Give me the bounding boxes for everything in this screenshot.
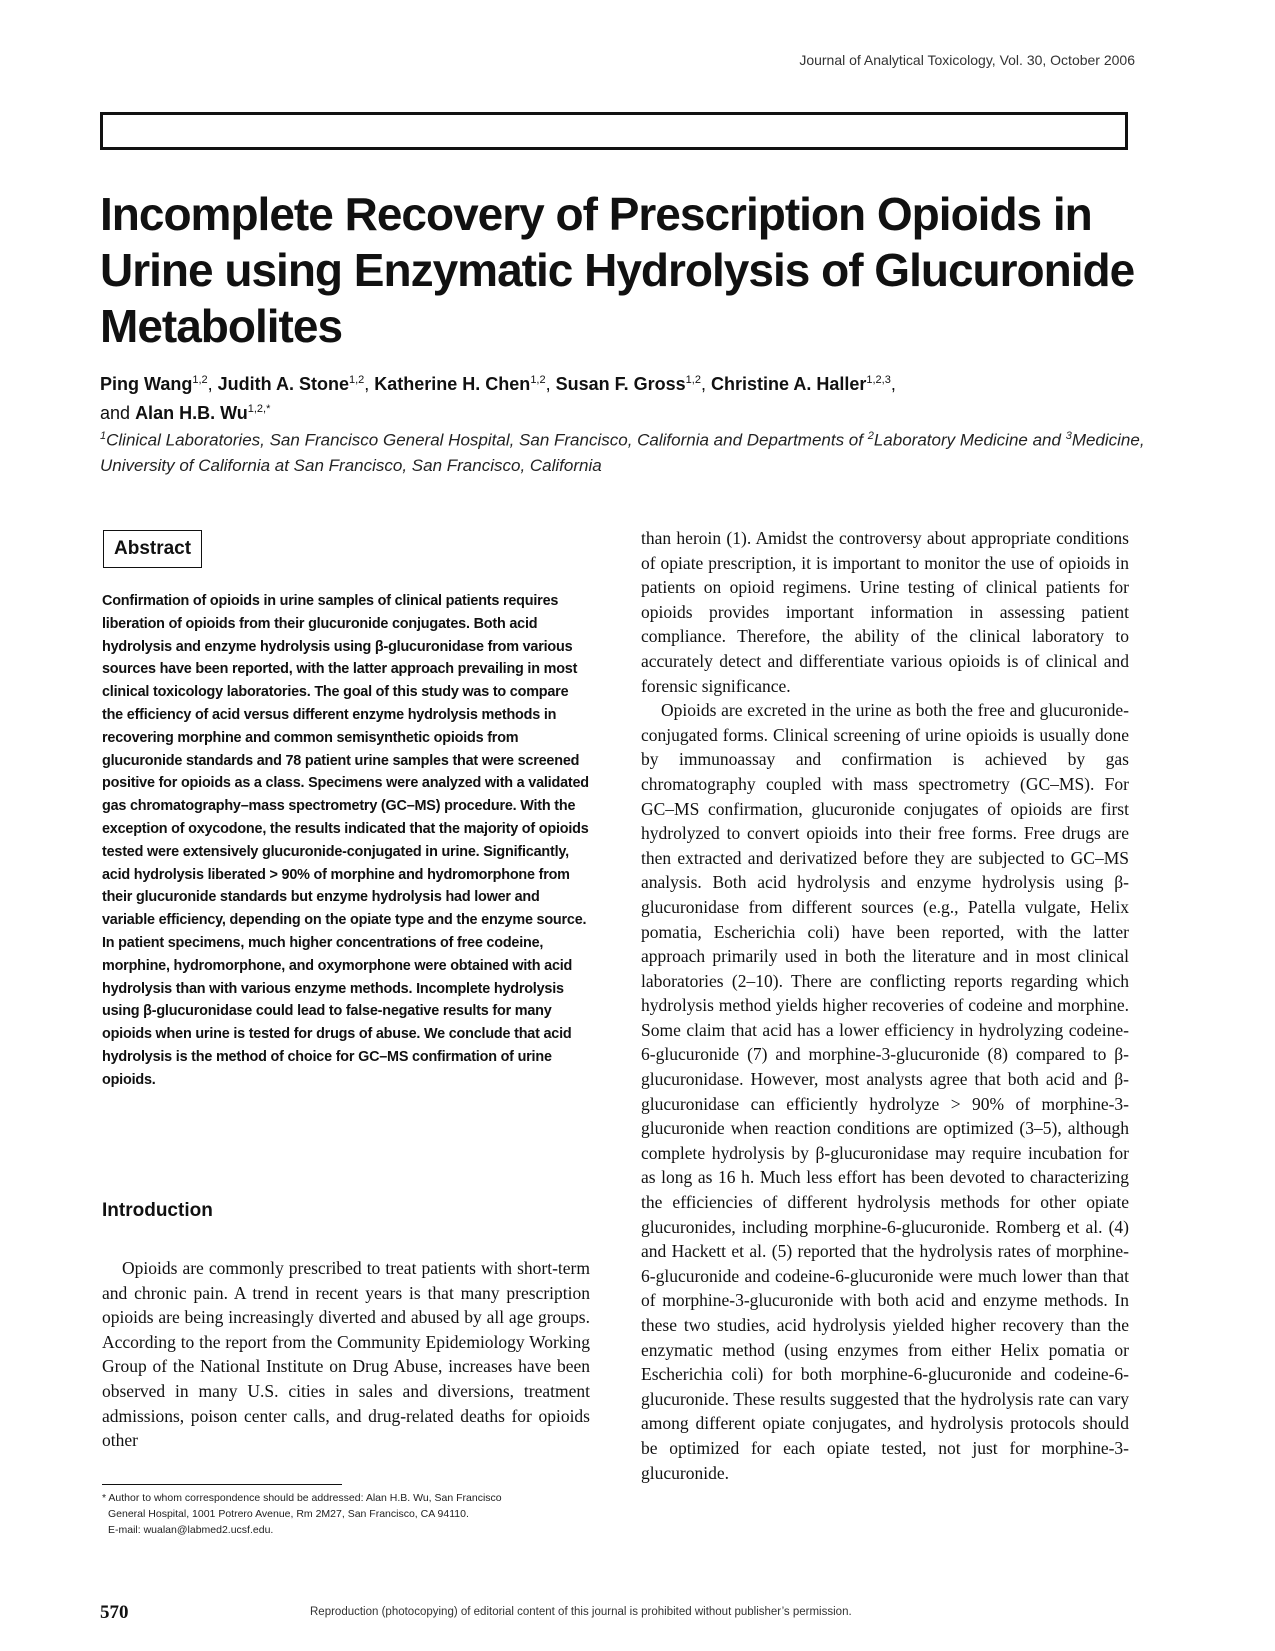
header-rule-box (100, 112, 1128, 150)
affil-text: Laboratory Medicine and (873, 430, 1066, 450)
author-separator: , (364, 374, 375, 394)
author-name: Katherine H. Chen (374, 374, 531, 394)
footnote-line: E-mail: wualan@labmed2.ucsf.edu. (108, 1524, 274, 1536)
author-separator: , (545, 374, 556, 394)
affil-sup: 3 (1065, 430, 1072, 442)
author-affil-sup: 1,2 (685, 374, 701, 386)
correspondence-footnote (102, 1490, 582, 1538)
author-name: Judith A. Stone (217, 374, 349, 394)
affil-text: Clinical Laboratories, San Francisco General Hospital, San Francisco, California and Departments of (106, 430, 868, 450)
copyright-notice: Reproduction (photocopying) of editorial content of this journal is prohibited without publisher’s permission. (310, 1606, 852, 1618)
affiliations (100, 424, 1160, 478)
introduction-paragraph-1: Opioids are commonly prescribed to treat patients with short-term and chronic pain. A trend in recent years is that many prescription opioids are being increasingly diverted and abused by all age groups. According to the report from the Community Epidemiology Working Group of the National Institute on Drug Abuse, increases have been observed in many U.S. cities in sales and diversions, treatment admissions, poison center calls, and drug-related deaths for opioids other (102, 1258, 590, 1451)
author-separator: , (890, 374, 896, 394)
authors-and: and (100, 403, 131, 423)
author-name: Susan F. Gross (555, 374, 686, 394)
abstract-heading: Abstract (103, 530, 202, 568)
footnote-line: * Author to whom correspondence should be addressed: Alan H.B. Wu, San Francisco (102, 1492, 502, 1504)
author-affil-sup: 1,2 (192, 374, 208, 386)
introduction-paragraph-2: Opioids are excreted in the urine as both the free and glucuronide-conjugated forms. Clinical screening of urine opioids is usually done by immunoassay and confirmation is achieved by gas chromatography coupled with mass spectrometry (GC–MS). For GC–MS confirmation, glucuronide conjugates of opioids are first hydrolyzed to convert opioids into their free forms. Free drugs are then extracted and derivatized before they are subjected to GC–MS analysis. Both acid hydrolysis and enzyme hydrolysis using β-glucuronidase from different sources (e.g., Patella vulgate, Helix pomatia, Escherichia coli) have been reported, with the latter approach primarily used in both the literature and in most clinical laboratories (2–10). There are conflicting reports regarding which hydrolysis method yields higher recoveries of codeine and morphine. Some claim that acid has a lower efficiency in hydrolyzing codeine-6-glucuronide (7) and morphine-3-glucuronide (8) compared to β-glucuronidase. However, most analysts agree that both acid and β-glucuronidase can efficiently hydrolyze > 90% of morphine-3-glucuronide when reaction conditions are optimized (3–5), although complete hydrolysis by β-glucuronidase may require incubation for as long as 16 h. Much less effort has been devoted to characterizing the efficiencies of different hydrolysis methods for other opiate glucuronides, including morphine-6-glucuronide. Romberg et al. (4) and Hackett et al. (5) reported that the hydrolysis rates of morphine-6-glucuronide and codeine-6-glucuronide were much lower than that of morphine-3-glucuronide with both acid and enzyme methods. In these two studies, acid hydrolysis yielded higher recovery than the enzymatic method (using enzymes from either Helix pomatia or Escherichia coli) for both morphine-6-glucuronide and codeine-6-glucuronide. These results suggested that the hydrolysis rate can vary among different opiate conjugates, and hydrolysis protocols should be optimized for each opiate tested, not just for morphine-3-glucuronide. (641, 700, 1129, 1483)
footnote-line: General Hospital, 1001 Potrero Avenue, Rm 2M27, San Francisco, CA 94110. (108, 1508, 469, 1520)
affil-sup: 2 (867, 430, 874, 442)
author-name: Ping Wang (100, 374, 193, 394)
author-separator: , (700, 374, 711, 394)
author-name: Alan H.B. Wu (135, 403, 248, 423)
introduction-paragraph-1-continued: than heroin (1). Amidst the controversy about appropriate conditions of opiate prescription, it is important to monitor the use of opioids in patients on opioid regimens. Urine testing of clinical patients for opioids provides important information in assessing patient compliance. Therefore, the ability of the clinical laboratory to accurately detect and differentiate various opioids is of clinical and forensic significance. (641, 528, 1129, 696)
affil-text: Medicine, University of California at San Francisco, San Francisco, California (100, 430, 1145, 475)
article-title: Incomplete Recovery of Prescription Opioids in Urine using Enzymatic Hydrolysis of Glucuronide Metabolites (100, 188, 1135, 352)
right-column (641, 526, 1129, 1485)
author-affil-sup: 1,2,3 (866, 374, 891, 386)
abstract-text: Confirmation of opioids in urine samples of clinical patients requires liberation of opioids from their glucuronide conjugates. Both acid hydrolysis and enzyme hydrolysis using β-glucuronidase from various sources have been reported, with the latter approach prevailing in most clinical toxicology laboratories. The goal of this study was to compare the efficiency of acid versus different enzyme hydrolysis methods in recovering morphine and common semisynthetic opioids from glucuronide standards and 78 patient urine samples that were screened positive for opioids as a class. Specimens were analyzed with a validated gas chromatography–mass spectrometry (GC–MS) procedure. With the exception of oxycodone, the results indicated that the majority of opioids tested were extensively glucuronide-conjugated in urine. Significantly, acid hydrolysis liberated > 90% of morphine and hydromorphone from their glucuronide standards but enzyme hydrolysis had lower and variable efficiency, depending on the opiate type and the enzyme source. In patient specimens, much higher concentrations of free codeine, morphine, hydromorphone, and oxymorphone were obtained with acid hydrolysis than with various enzyme methods. Incomplete hydrolysis using β-glucuronidase could lead to false-negative results for many opioids when urine is tested for drugs of abuse. We conclude that acid hydrolysis is the method of choice for GC–MS confirmation of urine opioids. (102, 593, 589, 1088)
introduction-heading: Introduction (102, 1200, 213, 1221)
author-affil-sup: 1,2,* (247, 403, 271, 415)
author-affil-sup: 1,2 (530, 374, 546, 386)
journal-citation: Journal of Analytical Toxicology, Vol. 30, October 2006 (799, 52, 1135, 68)
page-number: 570 (100, 1602, 129, 1623)
author-separator: , (207, 374, 218, 394)
footnote-divider (102, 1484, 342, 1485)
author-name: Christine A. Haller (710, 374, 867, 394)
author-affil-sup: 1,2 (348, 374, 365, 386)
affil-sup: 1 (100, 430, 107, 442)
author-list (100, 368, 1160, 426)
